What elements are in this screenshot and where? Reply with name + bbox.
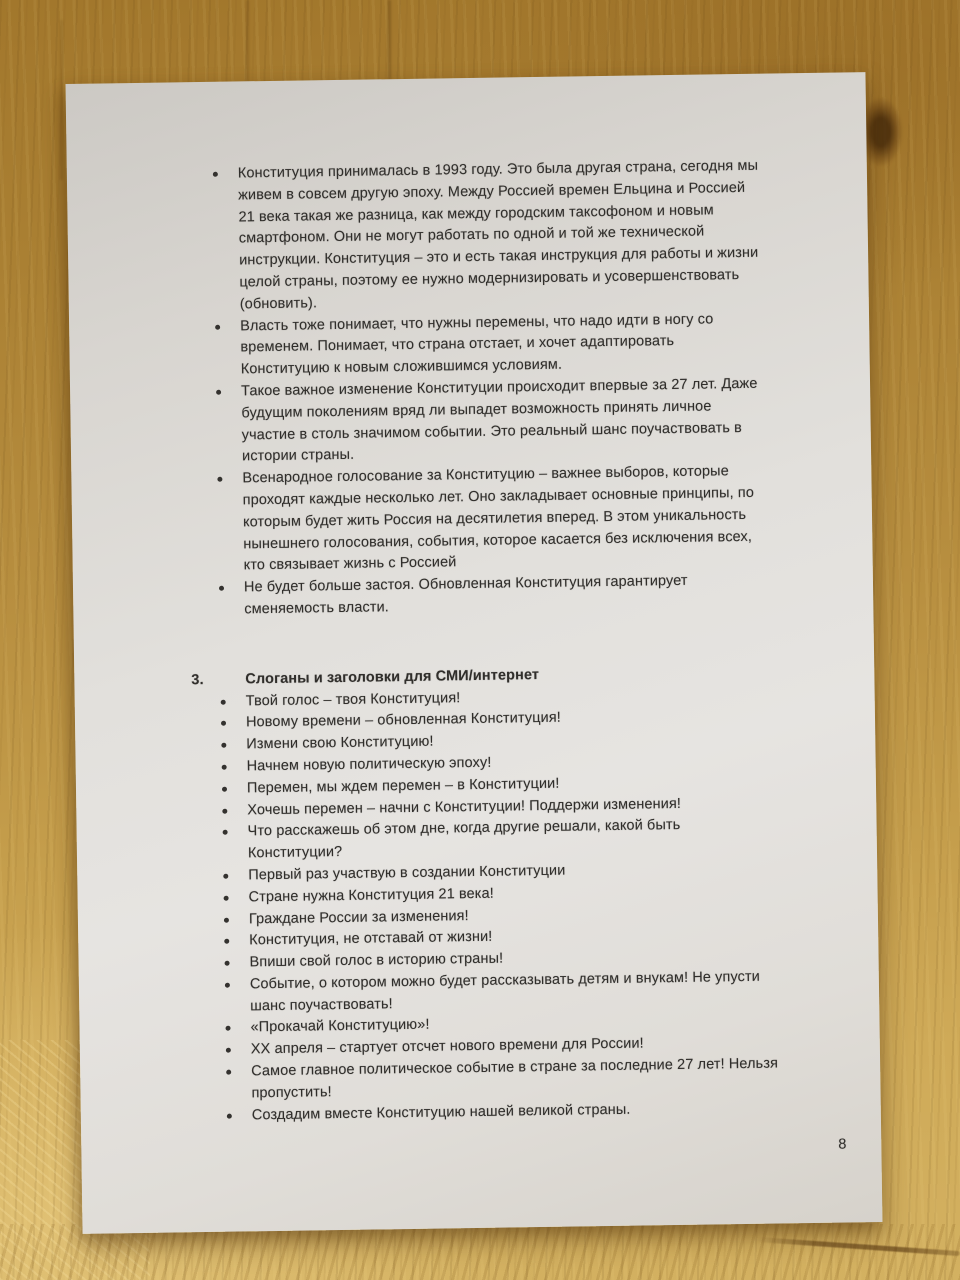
bullet-text: Всенародное голосование за Конституцию – важнее выборов, которые проходят каждые несколько лет. Оно закладывает основные принципы, по которым будет жить Россия на десятилетия вперед. В этом уникальность нынешнего голосования, события, которое касается без исключения всех, кто связывает жизнь с Россией	[242, 463, 755, 574]
bullet-icon	[224, 895, 229, 900]
bullet-item	[213, 154, 869, 316]
bullet-icon	[225, 961, 230, 966]
bullet-icon	[222, 765, 227, 770]
bullet-item	[215, 307, 870, 382]
bullet-icon	[224, 939, 229, 944]
bullet-text: Самое главное политическое событие в стране за последние 27 лет! Нельзя пропустить!	[251, 1055, 779, 1102]
section-title: Слоганы и заголовки для СМИ/интернет	[245, 666, 540, 688]
bullet-text: Стране нужна Конституция 21 века!	[248, 885, 494, 906]
bullet-icon	[225, 983, 230, 988]
bullet-text: Такое важное изменение Конституции происходит впервые за 27 лет. Даже будущим поколениям вряд ли выпадет возможность принять личное участие в столь значимом событии. Это реальный шанс поучаствовать в истории страны.	[240, 375, 758, 465]
bullet-icon	[223, 874, 228, 879]
bullet-text: Начнем новую политическую эпоху!	[246, 754, 492, 775]
bullet-icon	[217, 477, 222, 482]
bullet-text: Хочешь перемен – начни с Конституции! Поддержи изменения!	[247, 795, 682, 818]
bullet-text: Событие, о котором можно будет рассказывать детям и внукам! Не упусти шанс поучаствовать!	[249, 968, 761, 1015]
bullet-text: Власть тоже понимает, что нужны перемены, что надо идти в ногу со временем. Понимает, что страна отстает, и хочет адаптировать Конституцию к новым сложившимся условиям.	[240, 310, 714, 378]
bullet-text: Граждане России за изменения!	[248, 907, 469, 927]
section-number: 3.	[191, 671, 204, 688]
bullet-text: Не будет больше застоя. Обновленная Конституция гарантирует сменяемость власти.	[243, 572, 688, 618]
bullet-text: Конституция, не отставай от жизни!	[249, 929, 493, 949]
bullet-icon	[227, 1113, 232, 1118]
bullet-text: Впиши свой голос в историю страны!	[249, 950, 504, 971]
bullet-icon	[216, 390, 221, 395]
bullet-icon	[226, 1026, 231, 1031]
bullet-text: Что расскажешь об этом дне, когда другие решали, какой быть Конституции?	[247, 817, 681, 862]
bullet-text: Создадим вместе Конституцию нашей великой страны.	[251, 1101, 631, 1124]
bullet-icon	[224, 917, 229, 922]
bullet-text: Первый раз участвую в создании Конституции	[248, 862, 566, 884]
page-number: 8	[838, 1136, 847, 1153]
bullet-text: Перемен, мы ждем перемен – в Конституции!	[246, 775, 560, 797]
bullet-icon	[223, 830, 228, 835]
bullet-icon	[226, 1048, 231, 1053]
wood-knot	[860, 92, 906, 172]
bullet-icon	[213, 172, 218, 177]
bullet-text: ХХ апреля – стартует отсчет нового времени для России!	[250, 1035, 644, 1058]
bullet-item	[217, 459, 873, 578]
bullet-item	[219, 568, 874, 621]
intro-bullet-list	[67, 154, 874, 624]
bullet-icon	[219, 586, 224, 591]
bullet-text: Новому времени – обновленная Конституция!	[245, 710, 561, 731]
bullet-icon	[222, 808, 227, 813]
bullet-icon	[226, 1070, 231, 1075]
bullet-text: «Прокачай Конституцию»!	[250, 1017, 430, 1036]
bullet-text: Конституция принималась в 1993 году. Это была другая страна, сегодня мы живем в совсем другую эпоху. Между Россией времен Ельцина и Россией 21 века такая же разница, как между городским таксофоном и новым смартфоном. Они не могут работать по одной и той же технической инструкции. Конституция – это и есть такая инструкция для работы и жизни целой страны, поэтому ее нужно модернизировать и усовершенствовать (обновить).	[237, 157, 759, 313]
bullet-text: Измени свою Конституцию!	[246, 733, 434, 753]
bullet-icon	[221, 743, 226, 748]
wood-grain-line	[60, 20, 63, 180]
slogan-bullet-list	[75, 682, 881, 1130]
bullet-icon	[222, 786, 227, 791]
bullet-text: Твой голос – твоя Конституция!	[245, 689, 461, 709]
bullet-icon	[221, 699, 226, 704]
document-page	[66, 72, 883, 1234]
bullet-icon	[215, 324, 220, 329]
bullet-icon	[221, 721, 226, 726]
bullet-item	[216, 372, 871, 469]
